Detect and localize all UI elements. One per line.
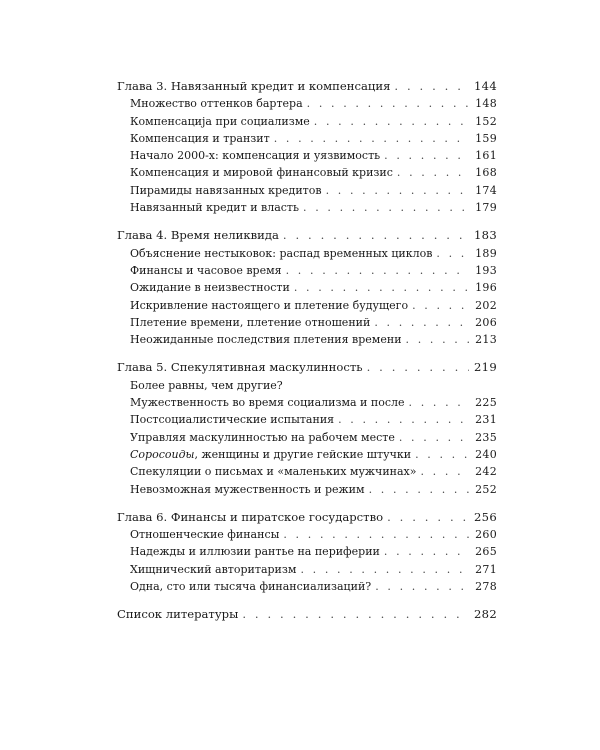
section-entry[interactable] bbox=[117, 446, 497, 463]
chapter-heading[interactable] bbox=[117, 227, 497, 244]
section-title: Финансы и часовое время bbox=[130, 263, 282, 277]
section-entry[interactable] bbox=[117, 429, 497, 446]
dot-leader bbox=[369, 481, 469, 498]
section-title: Компенсация и транзит bbox=[130, 131, 270, 145]
section-entry[interactable] bbox=[117, 262, 497, 279]
page-number: 271 bbox=[475, 562, 497, 576]
page-number: 260 bbox=[475, 528, 497, 542]
table-of-contents bbox=[117, 78, 497, 635]
dot-leader bbox=[409, 394, 470, 411]
dot-leader bbox=[394, 78, 469, 95]
page-number: 206 bbox=[475, 315, 497, 329]
dot-leader bbox=[286, 262, 469, 279]
section-title: Плетение времени, плетение отношений bbox=[130, 315, 371, 329]
section-title: Мужественность во время социализма и после bbox=[130, 396, 405, 410]
section-entry[interactable] bbox=[117, 182, 497, 199]
section-entry[interactable] bbox=[117, 331, 497, 348]
page-number: 174 bbox=[475, 183, 497, 197]
section-title: Навязанный кредит и власть bbox=[130, 201, 300, 215]
section-entry[interactable] bbox=[117, 164, 497, 181]
section-title-rest: , женщины и другие гейские штучки bbox=[194, 447, 412, 461]
dot-leader bbox=[303, 199, 469, 216]
chapter-5 bbox=[117, 359, 497, 497]
dot-leader bbox=[375, 578, 469, 595]
chapter-4 bbox=[117, 227, 497, 348]
section-title bbox=[130, 446, 411, 463]
section-title: Пирамиды навязанных кредитов bbox=[130, 183, 322, 197]
page-number: 144 bbox=[473, 79, 497, 93]
section-title: Множество оттенков бартера bbox=[130, 97, 303, 111]
page-number: 231 bbox=[475, 413, 497, 427]
dot-leader bbox=[283, 526, 469, 543]
section-entry[interactable] bbox=[117, 245, 497, 262]
page-number: 189 bbox=[475, 246, 497, 260]
page-number: 282 bbox=[473, 607, 497, 622]
chapter-title: Глава 4. Время неликвида bbox=[117, 228, 279, 243]
section-entry[interactable] bbox=[117, 199, 497, 216]
dot-leader bbox=[412, 297, 469, 314]
dot-leader bbox=[338, 411, 469, 428]
section-title-italic-part: Соросоиды bbox=[130, 447, 195, 461]
page-number: 179 bbox=[475, 201, 497, 215]
dot-leader bbox=[415, 446, 469, 463]
chapter-heading[interactable] bbox=[117, 78, 497, 95]
section-title: Спекуляции о письмах и «маленьких мужчинах» bbox=[130, 465, 417, 479]
section-entry[interactable] bbox=[117, 481, 497, 498]
section-entry[interactable] bbox=[117, 526, 497, 543]
section-title: Отношенческие финансы bbox=[130, 528, 280, 542]
dot-leader bbox=[314, 113, 469, 130]
chapter-3 bbox=[117, 78, 497, 216]
section-entry[interactable] bbox=[117, 130, 497, 147]
page-number: 202 bbox=[475, 298, 497, 312]
page-number: 235 bbox=[475, 430, 497, 444]
chapter-6 bbox=[117, 509, 497, 595]
section-title: Компенсација при социализме bbox=[130, 114, 310, 128]
dot-leader bbox=[397, 164, 469, 181]
section-title: Невозможная мужественность и режим bbox=[130, 482, 365, 496]
dot-leader bbox=[300, 561, 469, 578]
bibliography-entry[interactable] bbox=[117, 606, 497, 623]
page-number: 161 bbox=[475, 149, 497, 163]
section-title: Начало 2000-х: компенсация и уязвимость bbox=[130, 149, 381, 163]
page-number: 152 bbox=[475, 114, 497, 128]
page-number: 278 bbox=[475, 580, 497, 594]
page-number: 148 bbox=[475, 97, 497, 111]
section-title: Искривление настоящего и плетение будущего bbox=[130, 298, 409, 312]
dot-leader bbox=[307, 95, 469, 112]
dot-leader bbox=[374, 314, 469, 331]
section-entry[interactable] bbox=[117, 297, 497, 314]
dot-leader bbox=[387, 509, 469, 526]
dot-leader bbox=[294, 279, 469, 296]
section-entry[interactable] bbox=[117, 543, 497, 560]
page-number: 196 bbox=[475, 281, 497, 295]
page-number: 193 bbox=[475, 263, 497, 277]
dot-leader bbox=[399, 429, 469, 446]
page-number: 168 bbox=[475, 166, 497, 180]
bibliography-block bbox=[117, 606, 497, 623]
bibliography-title: Список литературы bbox=[117, 607, 239, 622]
chapter-title: Глава 5. Спекулятивная маскулинность bbox=[117, 360, 363, 375]
dot-leader bbox=[406, 331, 469, 348]
section-title: Надежды и иллюзии рантье на периферии bbox=[130, 545, 380, 559]
section-entry[interactable] bbox=[117, 377, 497, 394]
page-number: 265 bbox=[475, 545, 497, 559]
page-number: 242 bbox=[475, 465, 497, 479]
section-entry[interactable] bbox=[117, 279, 497, 296]
dot-leader bbox=[384, 543, 469, 560]
section-entry[interactable] bbox=[117, 411, 497, 428]
section-title: Компенсация и мировой финансовый кризис bbox=[130, 166, 393, 180]
page-number: 252 bbox=[475, 482, 497, 496]
dot-leader bbox=[367, 359, 469, 376]
chapter-title: Глава 6. Финансы и пиратское государство bbox=[117, 509, 384, 524]
dot-leader bbox=[274, 130, 469, 147]
page-number: 225 bbox=[475, 396, 497, 410]
section-title: Постсоциалистические испытания bbox=[130, 413, 335, 427]
page-number: 240 bbox=[475, 447, 497, 461]
section-entry[interactable] bbox=[117, 561, 497, 578]
dot-leader bbox=[436, 245, 469, 262]
section-title: Более равны, чем другие? bbox=[130, 378, 283, 392]
section-entry[interactable] bbox=[117, 147, 497, 164]
section-title: Хищнический авторитаризм bbox=[130, 562, 297, 576]
section-entry[interactable] bbox=[117, 394, 497, 411]
section-entry[interactable] bbox=[117, 314, 497, 331]
section-title: Ожидание в неизвестности bbox=[130, 281, 290, 295]
section-title: Одна, сто или тысяча финансиализаций? bbox=[130, 580, 372, 594]
section-title: Объяснение нестыковок: распад временных циклов bbox=[130, 246, 433, 260]
page-number: 219 bbox=[473, 360, 497, 375]
page-number: 183 bbox=[473, 228, 497, 243]
dot-leader bbox=[326, 182, 469, 199]
dot-leader bbox=[283, 227, 469, 244]
dot-leader bbox=[242, 606, 469, 623]
page-number: 159 bbox=[475, 131, 497, 145]
section-entry[interactable] bbox=[117, 578, 497, 595]
section-title: Управляя маскулинностью на рабочем месте bbox=[130, 430, 395, 444]
section-entry[interactable] bbox=[117, 463, 497, 480]
chapter-heading[interactable] bbox=[117, 509, 497, 526]
chapter-title: Глава 3. Навязанный кредит и компенсация bbox=[117, 79, 391, 93]
page-number: 256 bbox=[473, 509, 497, 524]
dot-leader bbox=[384, 147, 469, 164]
dot-leader bbox=[420, 463, 469, 480]
page-number: 213 bbox=[475, 333, 497, 347]
chapter-heading[interactable] bbox=[117, 359, 497, 376]
section-entry[interactable] bbox=[117, 95, 497, 112]
section-entry[interactable] bbox=[117, 113, 497, 130]
section-title: Неожиданные последствия плетения времени bbox=[130, 333, 402, 347]
